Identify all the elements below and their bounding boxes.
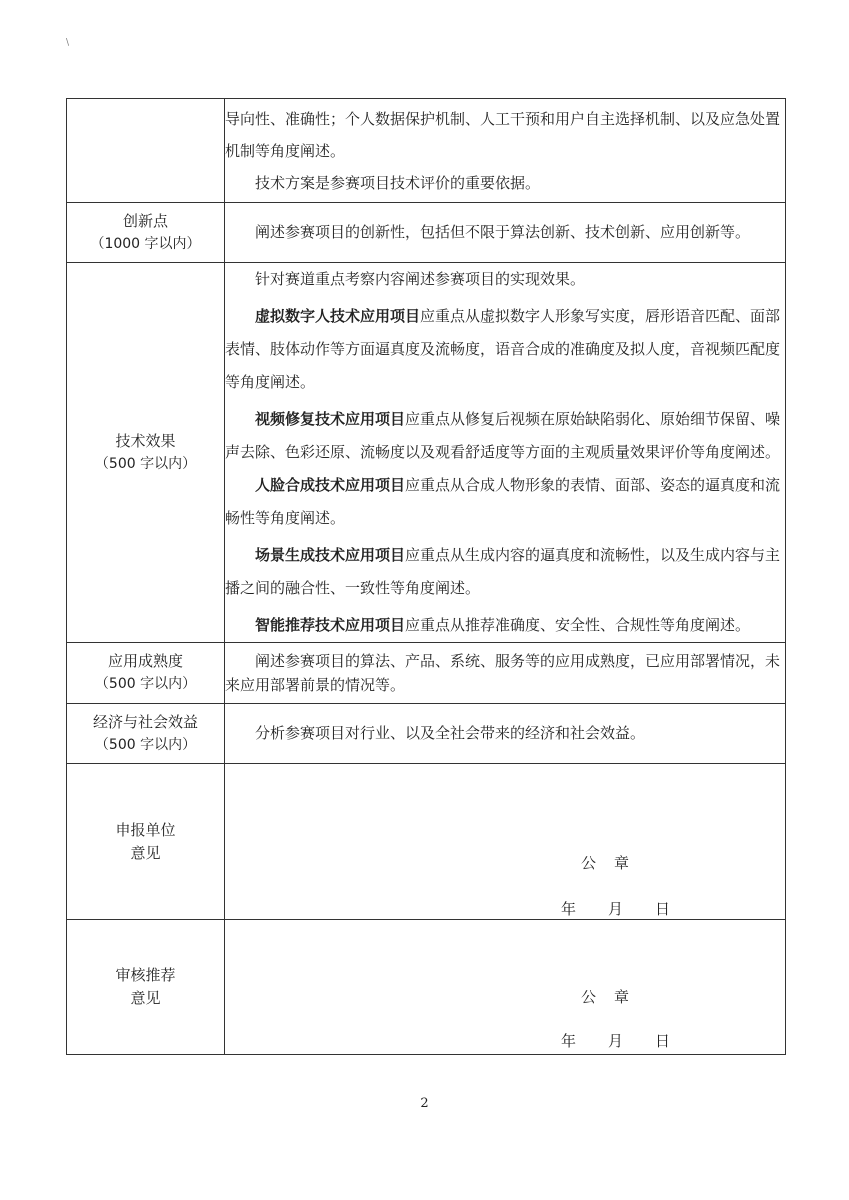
review-year: 年 [561, 1032, 577, 1050]
effect-item-face-synthesis [225, 469, 785, 502]
item-title: 场景生成技术应用项目 [255, 546, 406, 564]
effect-label-cell [67, 263, 225, 643]
row-innovation [67, 203, 786, 263]
benefit-limit: （500 字以内） [94, 736, 197, 753]
maturity-content [225, 643, 786, 704]
review-opinion-field[interactable] [225, 920, 786, 1055]
effect-content [225, 263, 786, 643]
benefit-text: 分析参赛项目对行业、以及全社会带来的经济和社会效益。 [255, 724, 646, 742]
effect-item-video-restore [225, 403, 785, 436]
cont-line-1: 导向性、准确性；个人数据保护机制、人工干预和用户自主选择机制、以及应急处置 [225, 109, 781, 128]
effect-item-line: 畅性等角度阐述。 [225, 509, 346, 527]
row-review-opinion [67, 920, 786, 1055]
innovation-label: 创新点 [122, 211, 168, 230]
effect-item-line: 播之间的融合性、一致性等角度阐述。 [225, 579, 481, 597]
maturity-line-2: 来应用部署前景的情况等。 [225, 676, 406, 694]
applicant-month: 月 [608, 900, 624, 918]
row-benefit [67, 704, 786, 764]
review-day: 日 [655, 1032, 671, 1050]
innovation-limit: （1000 字以内） [90, 235, 201, 252]
item-title: 视频修复技术应用项目 [255, 410, 406, 428]
item-title: 虚拟数字人技术应用项目 [255, 307, 421, 325]
page-number: 2 [420, 1096, 429, 1111]
effect-intro: 针对赛道重点考察内容阐述参赛项目的实现效果。 [255, 270, 586, 288]
maturity-limit: （500 字以内） [94, 676, 197, 692]
applicant-year: 年 [561, 900, 577, 918]
empty-label-cell [67, 99, 225, 203]
technical-plan-cont-cell [225, 99, 786, 203]
effect-item-recommendation [225, 609, 785, 642]
maturity-line-1: 阐述参赛项目的算法、产品、系统、服务等的应用成熟度，已应用部署情况，未 [255, 652, 781, 670]
item-title: 人脸合成技术应用项目 [255, 476, 406, 494]
cont-note: 技术方案是参赛项目技术评价的重要依据。 [255, 173, 541, 192]
applicant-seal: 公章 [581, 854, 648, 872]
scan-mark: \ [66, 38, 70, 48]
review-month: 月 [608, 1032, 624, 1050]
review-label-line2: 意见 [130, 989, 161, 1007]
applicant-day: 日 [655, 900, 671, 918]
item-text: 应重点从合成人物形象的表情、面部、姿态的逼真度和流 [405, 476, 781, 494]
innovation-content [225, 203, 786, 263]
applicant-label-cell [67, 764, 225, 920]
effect-item-digital-human [225, 300, 785, 333]
row-technical-plan-cont [67, 99, 786, 203]
application-form-table [66, 98, 786, 1055]
effect-item-line: 等角度阐述。 [225, 373, 316, 391]
benefit-label-cell [67, 704, 225, 764]
applicant-label-line1: 申报单位 [115, 820, 176, 839]
effect-item-line: 声去除、色彩还原、流畅度以及观看舒适度等方面的主观质量效果评价等角度阐述。 [225, 443, 781, 461]
cont-line-2: 机制等角度阐述。 [225, 141, 346, 160]
row-applicant-opinion [67, 764, 786, 920]
review-seal: 公章 [581, 988, 648, 1006]
review-date [561, 1030, 702, 1051]
item-text: 应重点从生成内容的逼真度和流畅性，以及生成内容与主 [405, 546, 781, 564]
benefit-label: 经济与社会效益 [92, 712, 198, 731]
maturity-label-cell [67, 643, 225, 704]
row-maturity [67, 643, 786, 704]
effect-item-line: 表情、肢体动作等方面逼真度及流畅度，语音合成的准确度及拟人度，音视频匹配度 [225, 340, 781, 358]
review-label-cell [67, 920, 225, 1055]
effect-item-scene-generation [225, 539, 785, 572]
innovation-text: 阐述参赛项目的创新性，包括但不限于算法创新、技术创新、应用创新等。 [255, 223, 751, 241]
item-text: 应重点从推荐准确度、安全性、合规性等角度阐述。 [405, 616, 751, 634]
review-label-line1: 审核推荐 [115, 966, 176, 984]
applicant-date [561, 898, 702, 919]
applicant-label-line2: 意见 [130, 843, 161, 862]
effect-limit: （500 字以内） [94, 455, 197, 472]
effect-label: 技术效果 [115, 431, 176, 450]
innovation-label-cell [67, 203, 225, 263]
maturity-label: 应用成熟度 [107, 652, 183, 670]
item-text: 应重点从虚拟数字人形象写实度，唇形语音匹配、面部 [420, 307, 781, 325]
item-title: 智能推荐技术应用项目 [255, 616, 406, 634]
benefit-content [225, 704, 786, 764]
applicant-opinion-field[interactable] [225, 764, 786, 920]
row-technical-effect [67, 263, 786, 643]
item-text: 应重点从修复后视频在原始缺陷弱化、原始细节保留、噪 [405, 410, 781, 428]
